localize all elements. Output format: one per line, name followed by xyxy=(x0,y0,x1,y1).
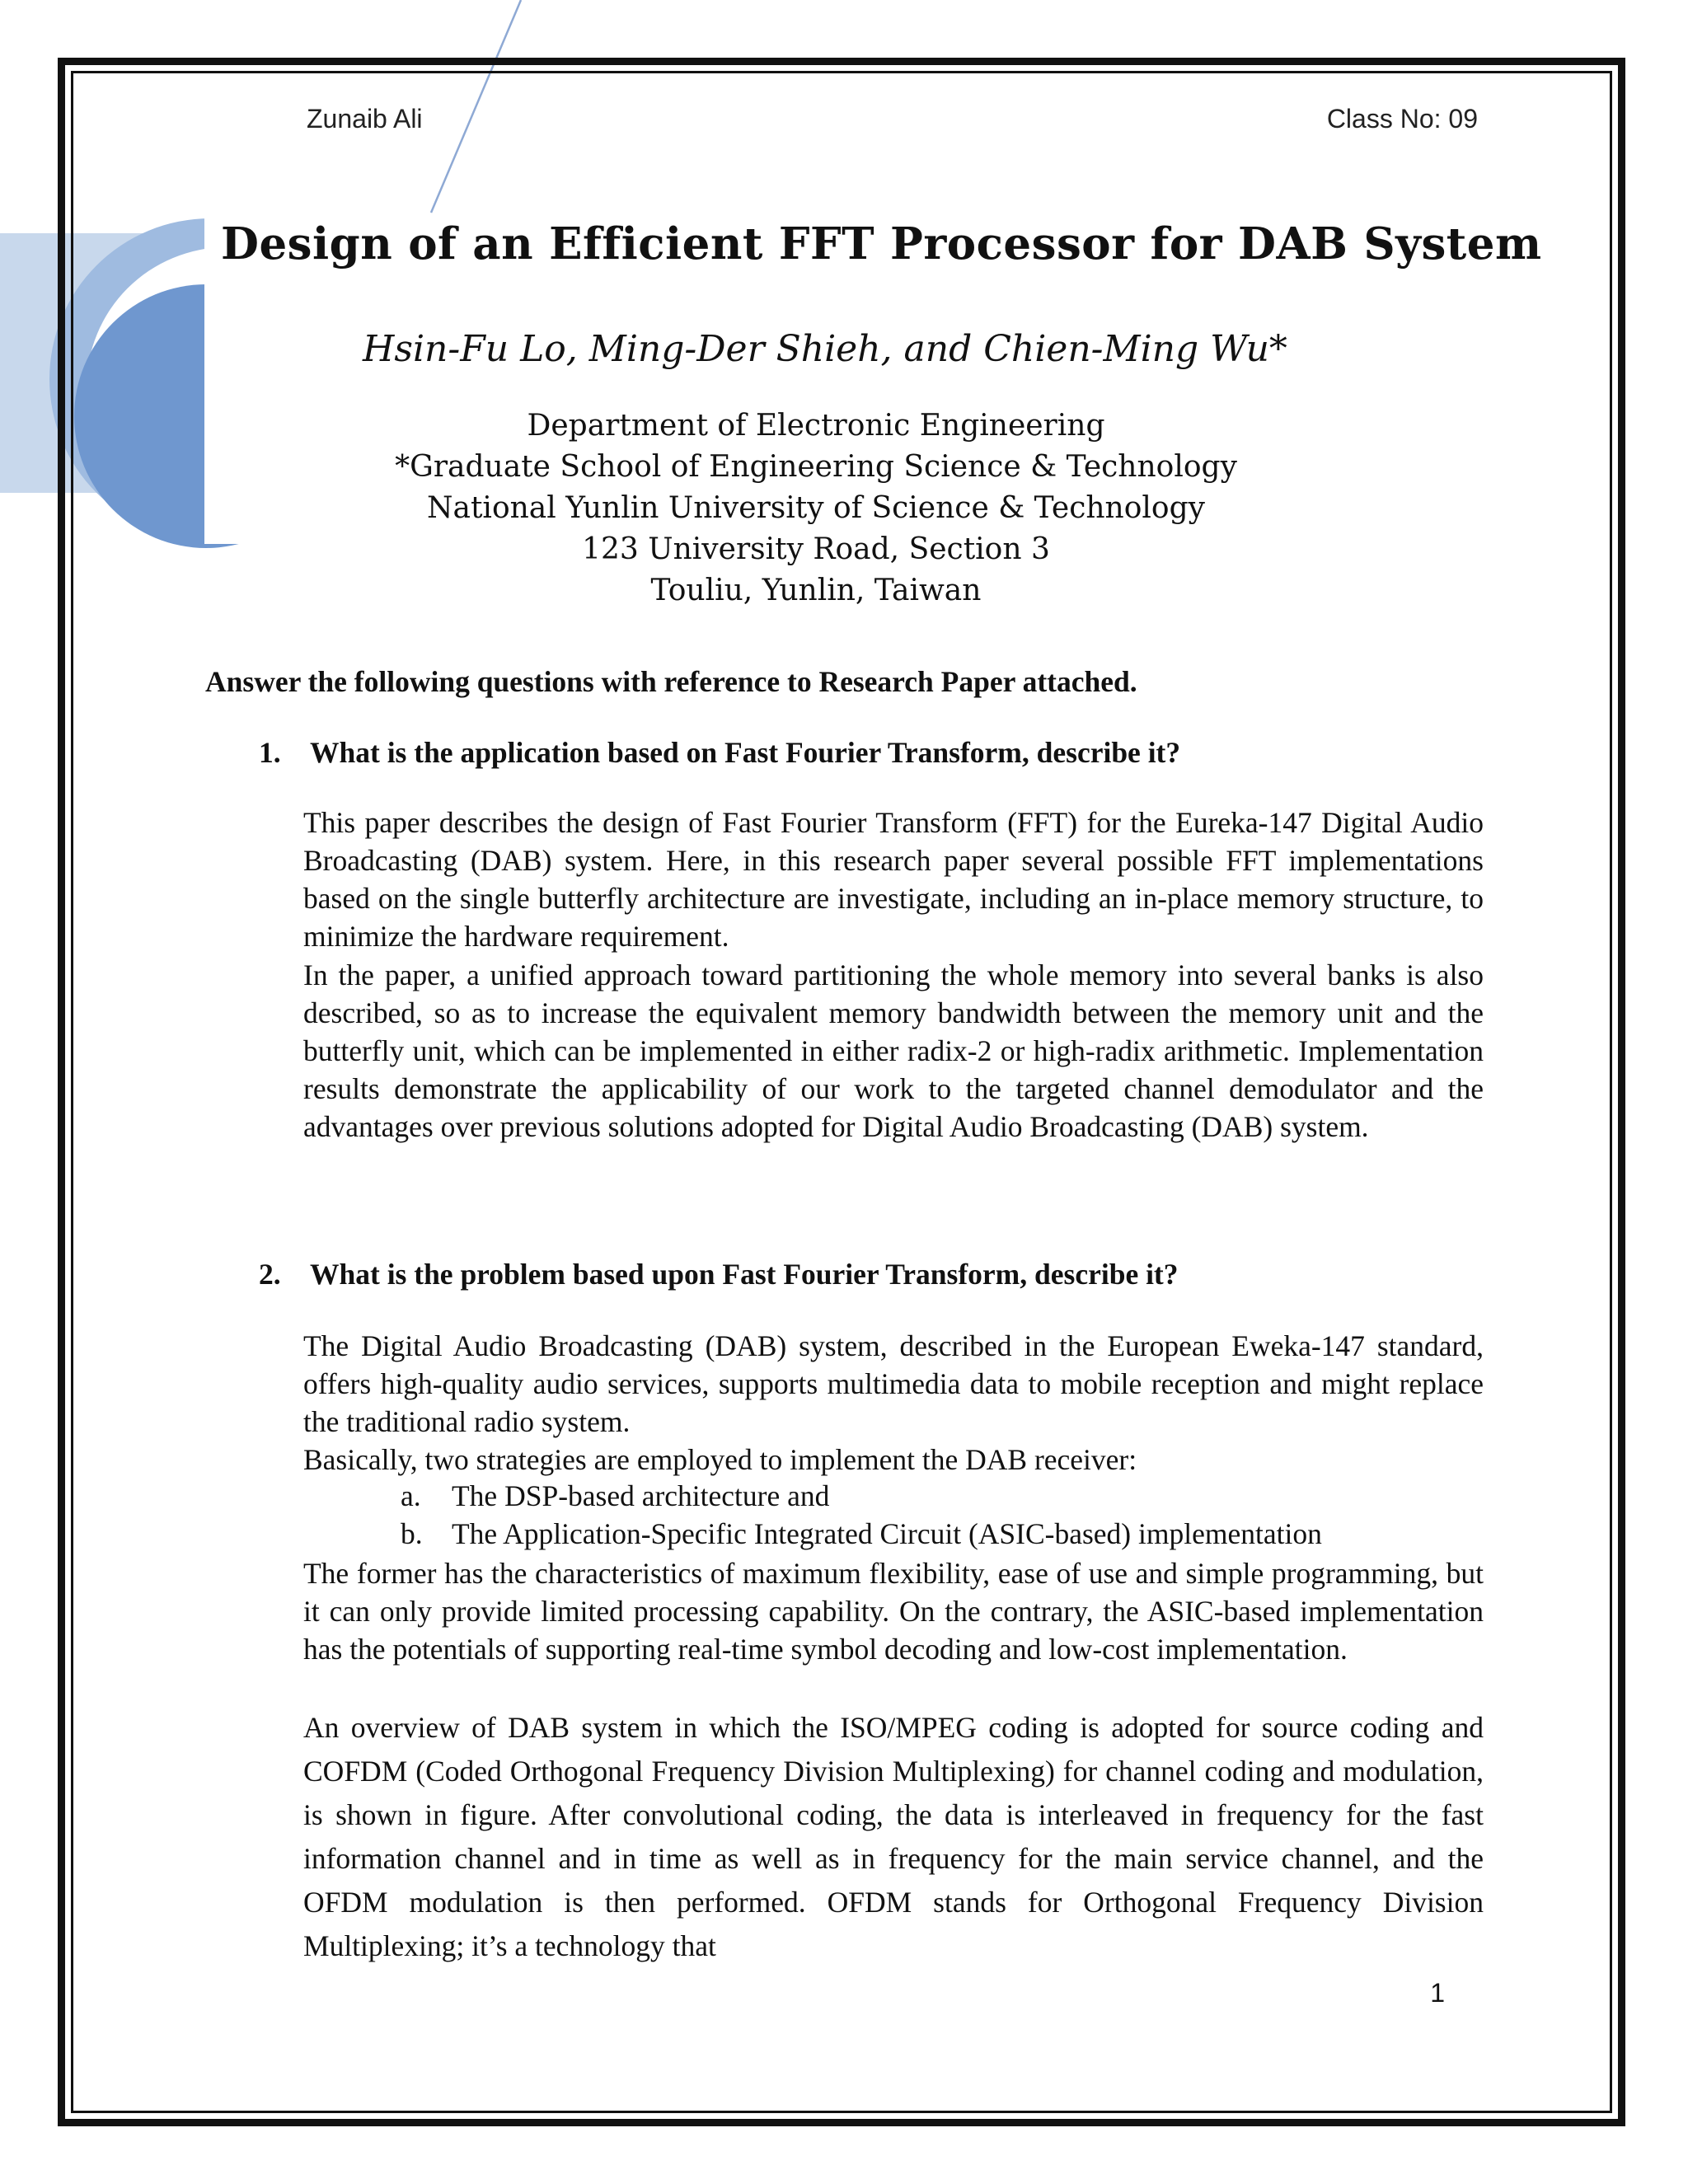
list-item xyxy=(401,1516,1322,1551)
affiliation-line: Touliu, Yunlin, Taiwan xyxy=(650,574,982,607)
affiliation-line: Department of Electronic Engineering xyxy=(527,409,1105,443)
class-number: Class No: 09 xyxy=(1326,104,1478,134)
list-item-text: The DSP-based architecture and xyxy=(452,1479,830,1512)
answer-2-paragraph-4: An overview of DAB system in which the ISO/MPEG coding is adopted for source coding and COFDM (Coded Orthogonal Frequency Division Multiplexing) for channel coding and modulation, is shown in figure. After convolutional coding, the data is interleaved in frequency for the fast information channel and in time as well as in frequency for the main service channel, and the OFDM modulation is then performed. OFDM stands for Orthogonal Frequency Division Multiplexing; it’s a technology that xyxy=(303,1711,1484,1962)
question-number: 2. xyxy=(259,1258,281,1291)
affiliation-line: 123 University Road, Section 3 xyxy=(582,532,1050,566)
question-number: 1. xyxy=(259,736,281,769)
list-item xyxy=(401,1479,829,1513)
answer-2-paragraph-1: The Digital Audio Broadcasting (DAB) system, described in the European Eweka-147 standard, offers high-quality audio services, supports multimedia data to mobile reception and might replace the traditional radio system. xyxy=(303,1329,1484,1438)
list-item-text: The Application-Specific Integrated Circuit (ASIC-based) implementation xyxy=(452,1517,1322,1550)
answer-1-paragraph-2: In the paper, a unified approach toward partitioning the whole memory into several banks is also described, so as to increase the equivalent memory bandwidth between the memory unit and the butterfly unit, which can be implemented in either radix-2 or high-radix arithmetic. Implementation results demonstrate the applicability of our work to the targeted channel demodulator and the advantages over previous solutions adopted for Digital Audio Broadcasting (DAB) system. xyxy=(303,958,1484,1143)
answer-1-paragraph-1: This paper describes the design of Fast Fourier Transform (FFT) for the Eureka-147 Digital Audio Broadcasting (DAB) system. Here, in this research paper several possible FFT implementations based on the single butterfly architecture are investigate, including an in-place memory structure, to minimize the hardware requirement. xyxy=(303,806,1484,953)
paper-title: Design of an Efficient FFT Processor for DAB System xyxy=(221,218,1542,269)
question-2 xyxy=(259,1257,1179,1291)
paper-affiliation xyxy=(321,405,1311,612)
affiliation-line: National Yunlin University of Science & Technology xyxy=(427,491,1205,525)
list-marker: a. xyxy=(401,1479,421,1512)
question-text: What is the application based on Fast Fourier Transform, describe it? xyxy=(310,736,1181,769)
question-text: What is the problem based upon Fast Fourier Transform, describe it? xyxy=(310,1258,1179,1291)
question-1 xyxy=(259,735,1180,770)
affiliation-line: *Graduate School of Engineering Science & Technology xyxy=(395,450,1237,484)
page-number: 1 xyxy=(1430,1978,1445,2008)
answer-2-paragraph-2: Basically, two strategies are employed to implement the DAB receiver: xyxy=(303,1443,1137,1476)
paper-authors: Hsin-Fu Lo, Ming-Der Shieh, and Chien-Ming Wu* xyxy=(363,328,1287,370)
list-marker: b. xyxy=(401,1517,423,1550)
student-name: Zunaib Ali xyxy=(307,104,423,134)
instruction-heading: Answer the following questions with reference to Research Paper attached. xyxy=(205,665,1137,698)
answer-2-paragraph-3: The former has the characteristics of maximum flexibility, ease of use and simple programming, but it can only provide limited processing capability. On the contrary, the ASIC-based implementation has the potentials of supporting real-time symbol decoding and low-cost implementation. xyxy=(303,1557,1484,1666)
